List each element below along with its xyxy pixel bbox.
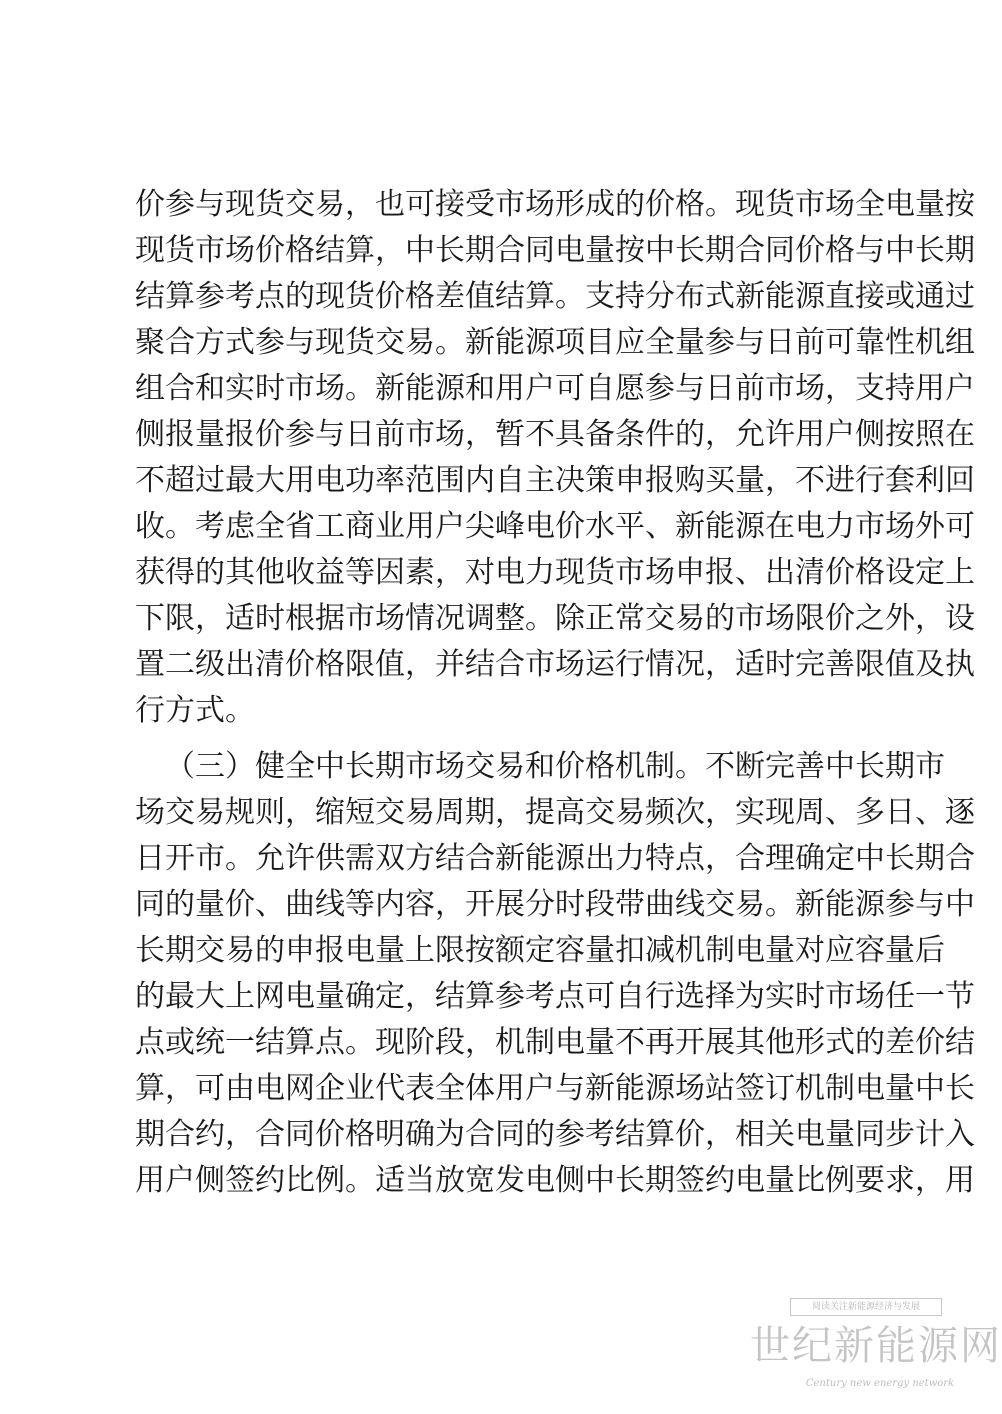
watermark-logo [750, 1298, 1002, 1408]
text-line: 日开市。允许供需双方结合新能源出力特点，合理确定中长期合 [135, 841, 975, 876]
text-line: 用户侧签约比例。适当放宽发电侧中长期签约电量比例要求，用 [135, 1163, 975, 1198]
text-line: 结算参考点的现货价格差值结算。支持分布式新能源直接或通过 [135, 279, 975, 314]
text-line: 同的量价、曲线等内容，开展分时段带曲线交易。新能源参与中 [135, 887, 975, 922]
text-line: 获得的其他收益等因素，对电力现货市场申报、出清价格设定上 [135, 555, 975, 590]
text-line: 聚合方式参与现货交易。新能源项目应全量参与日前可靠性机组 [135, 325, 975, 360]
text-line: 场交易规则，缩短交易周期，提高交易频次，实现周、多日、逐 [135, 795, 975, 830]
text-line: 价参与现货交易，也可接受市场形成的价格。现货市场全电量按 [135, 187, 975, 222]
text-line: 下限，适时根据市场情况调整。除正常交易的市场限价之外，设 [135, 601, 975, 636]
text-line: 现货市场价格结算，中长期合同电量按中长期合同价格与中长期 [135, 233, 975, 268]
watermark-title: 世纪新能源网 [750, 1323, 1002, 1369]
text-line: 点或统一结算点。现阶段，机制电量不再开展其他形式的差价结 [135, 1025, 975, 1060]
watermark-subtitle: Century new energy network [805, 1378, 955, 1389]
text-line: 置二级出清价格限值，并结合市场运行情况，适时完善限值及执 [135, 647, 975, 682]
text-line: 算，可由电网企业代表全体用户与新能源场站签订机制电量中长 [135, 1071, 975, 1106]
watermark-slogan: 阅读关注新能源经济与发展 [790, 1298, 942, 1316]
text-line: 行方式。 [135, 693, 255, 728]
text-line: 长期交易的申报电量上限按额定容量扣减机制电量对应容量后 [135, 933, 945, 968]
text-line: 期合约，合同价格明确为合同的参考结算价，相关电量同步计入 [135, 1117, 975, 1152]
text-line: 不超过最大用电功率范围内自主决策申报购买量，不进行套利回 [135, 463, 975, 498]
text-line: 的最大上网电量确定，结算参考点可自行选择为实时市场任一节 [135, 979, 975, 1014]
section-heading-line: （三）健全中长期市场交易和价格机制。不断完善中长期市 [165, 749, 945, 784]
text-line: 收。考虑全省工商业用户尖峰电价水平、新能源在电力市场外可 [135, 509, 975, 544]
text-line: 组合和实时市场。新能源和用户可自愿参与日前市场，支持用户 [135, 371, 975, 406]
text-line: 侧报量报价参与日前市场，暂不具备条件的，允许用户侧按照在 [135, 417, 975, 452]
